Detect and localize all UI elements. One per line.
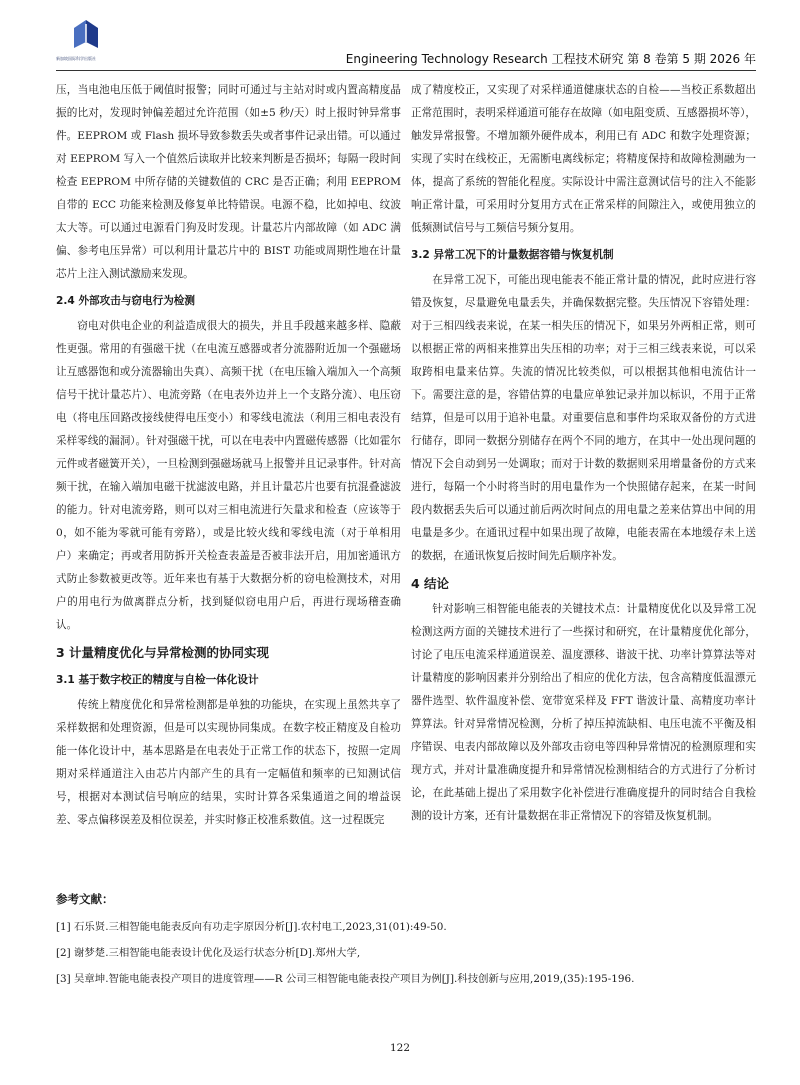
reference-item: [1] 石乐贤.三相智能电能表反向有功走字原因分析[J].农村电工,2023,31(01):49-50.: [56, 921, 447, 933]
journal-running-head: Engineering Technology Research 工程技术研究 第 8 卷第 5 期 2026 年: [345, 52, 756, 66]
section-heading-4: 4 结论: [411, 576, 450, 591]
section-heading-3-2: 3.2 异常工况下的计量数据容错与恢复机制: [411, 249, 614, 261]
references-section: [56, 888, 756, 992]
paragraph: 在异常工况下，可能出现电能表不能正常计量的情况，此时应进行容错及恢复，尽量避免电量丢失，并确保数据完整。失压情况下容错处理：对于三相四线表来说，在某一相失压的情况下，如果另外两相正常，则可以根据正常的两相来推算出失压相的功率；对于三相三线表来说，可以采取跨相电量来估算。失流的情况比较类似，可以根据其他相电流估计一下。需要注意的是，容错估算的电量应单独记录并加以标识，不用于正常结算，但是可以用于追补电量。对重要信息和事件均采取双备份的方式进行储存，即同一数据分别储存在两个不同的地方，在其中一处出现问题的情况下会自动到另一处调取；而对于计数的数据则采用增量备份的方式来进行，每隔一个小时将当时的用电量作为一个快照储存起来，在某一时间段内数据丢失后可以通过前后两次时间点的用电量之差来估算出中间的用电量是多少。在通讯过程中如果出现了故障，电能表需在本地缓存未上送的数据，在通讯恢复后按时间先后顺序补发。: [411, 274, 756, 562]
paragraph: 传统上精度优化和异常检测都是单独的功能块，在实现上虽然共享了采样数据和处理资源，但是可以实现协同集成。在数字校正精度及自检功能一体化设计中，基本思路是在电表处于正常工作的状态下，按照一定周期对采样通道注入由芯片内部产生的具有一定幅值和频率的已知测试信号，根据对本测试信号响应的结果，实时计算各采集通道之间的增益误差、零点偏移误差及相位误差，并实时修正校准系数值。这一过程既完: [56, 699, 401, 826]
right-column: [411, 79, 756, 828]
references-title: 参考文献：: [56, 892, 114, 906]
paragraph: 压，当电池电压低于阈值时报警；同时可通过与主站对时或内置高精度晶振的比对，发现时钟偏差超过允许范围（如±5 秒/天）时上报时钟异常事件。EEPROM 或 Flash 损坏导致参数丢失或者事件记录出错。可以通过对 EEPROM 写入一个值然后读取并比较来判断是否损坏；每隔一段时间检查 EEPROM 中所存储的关键数值的 CRC 是否正确；利用 EEPROM 自带的 ECC 功能来检测及修复单比特错误。电源不稳，比如掉电、纹波太大等。可以通过电源看门狗及时发现。计量芯片内部故障（如 ADC 满偏、参考电压异常）可以利用计量芯片中的 BIST 功能或周期性地在计量芯片上注入测试激励来发现。: [56, 84, 401, 280]
header-rule: [56, 70, 756, 71]
paragraph: 成了精度校正，又实现了对采样通道健康状态的自检——当校正系数超出正常范围时，表明采样通道可能存在故障（如电阻变质、互感器损坏等），触发异常报警。不增加额外硬件成本，利用已有 ADC 和数字处理资源；实现了实时在线校正，无需断电离线标定；将精度保持和故障检测融为一体，提高了系统的智能化程度。实际设计中需注意测试信号的注入不能影响正常计量，可采用时分复用方式在正常采样的间隙注入，或使用独立的低频测试信号与工频信号频分复用。: [411, 84, 756, 234]
reference-item: [3] 吴章坤.智能电能表投产项目的进度管理——R 公司三相智能电能表投产项目为例[J].科技创新与应用,2019,(35):195-196.: [56, 973, 635, 985]
page-header: [56, 18, 756, 70]
publisher-logo-icon: [70, 18, 102, 54]
section-heading-3-1: 3.1 基于数字校正的精度与自检一体化设计: [56, 674, 259, 686]
paragraph: 针对影响三相智能电能表的关键技术点：计量精度优化以及异常工况检测这两方面的关键技术进行了一些探讨和研究，在计量精度优化部分，讨论了电压电流采样通道误差、温度漂移、谐波干扰、功率计算算法等对计量精度的影响因素并分别给出了相应的优化方法，包含高精度低温漂元器件选型、软件温度补偿、宽带宽采样及 FFT 谐波计量、高精度功率计算算法。针对异常情况检测，分析了掉压掉流缺相、电压电流不平衡及相序错误、电表内部故障以及外部攻击窃电等四种异常情况的检测原理和实现方式，并对计量准确度提升和异常情况检测相结合的方式进行了分析讨论，在此基础上提出了采用数字化补偿进行准确度提升的同时结合自我检测的设计方案，还有计量数据在非正常情况下的容错及恢复机制。: [411, 603, 756, 822]
publisher-name: 新加坡国际科学出版社: [56, 56, 96, 61]
publisher-logo: [56, 18, 116, 66]
reference-item: [2] 谢梦楚.三相智能电能表设计优化及运行状态分析[D].郑州大学,: [56, 947, 361, 959]
section-heading-2-4: 2.4 外部攻击与窃电行为检测: [56, 295, 195, 307]
left-column: [56, 79, 401, 832]
paragraph: 窃电对供电企业的利益造成很大的损失，并且手段越来越多样、隐蔽性更强。常用的有强磁干扰（在电流互感器或者分流器附近加一个强磁场让互感器饱和或分流器输出失真）、高频干扰（在电压输入端加入一个高频信号干扰计量芯片）、电流旁路（在电表外边并上一个支路分流）、电压窃电（将电压回路改接线使得电压变小）和零线电流法（利用三相电表没有采样零线的漏洞）。针对强磁干扰，可以在电表中内置磁传感器（比如霍尔元件或者磁簧开关），一旦检测到强磁场就马上报警并且记录事件。针对高频干扰，在输入端加电磁干扰滤波电路，并且计量芯片也要有抗混叠滤波的能力。针对电流旁路，则可以对三相电流进行矢量求和检查（应该等于 0，如不能为零就可能有旁路），或是比较火线和零线电流（对于单相用户）来确定；再或者用防拆开关检查表盖是否被非法开启，用加密通讯方式防止参数被更改等。近年来也有基于大数据分析的窃电检测技术，对用户的用电行为做离群点分析，找到疑似窃电用户后，再进行现场稽查确认。: [56, 320, 401, 631]
page-number: 122: [389, 1042, 411, 1054]
section-heading-3: 3 计量精度优化与异常检测的协同实现: [56, 645, 270, 660]
